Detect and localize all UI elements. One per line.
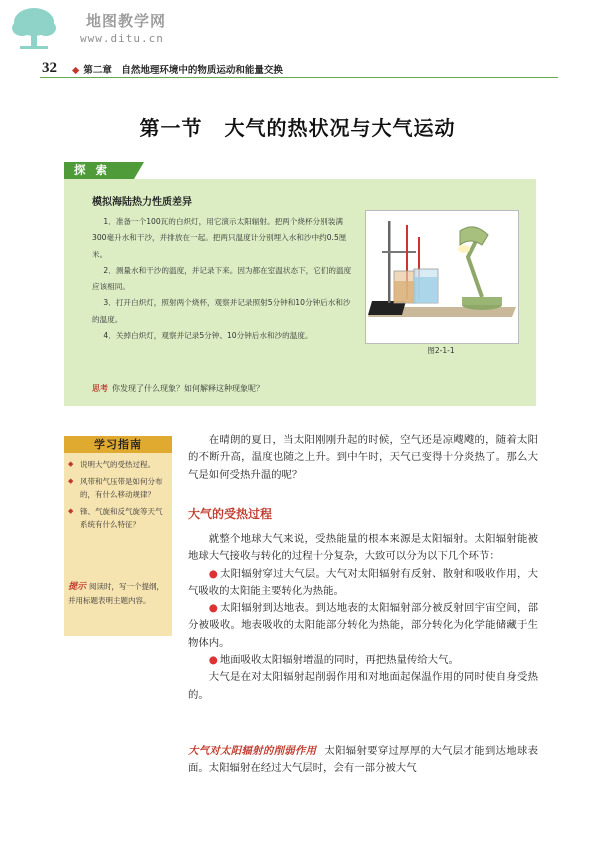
bullet-item: ● 太阳辐射穿过大气层。大气对太阳辐射有反射、散射和吸收作用，大气吸收的太阳能主要转化为热能。 xyxy=(188,567,538,597)
body-text xyxy=(188,531,538,704)
intro-paragraph: 在晴朗的夏日，当太阳刚刚升起的时候，空气还是凉飕飕的，随着太阳的不断升高，温度也随之上升。到中午时，天气已变得十分炎热了。那么大气是如何受热升温的呢？ xyxy=(188,434,538,481)
inline-heading: 大气对太阳辐射的削弱作用 xyxy=(188,745,317,757)
watermark-url: www.ditu.cn xyxy=(80,32,164,45)
section-number: 第一节 xyxy=(139,116,203,140)
chapter-header xyxy=(72,62,283,76)
think-label: 思考 xyxy=(92,384,108,393)
diamond-bullet-icon: ◆ xyxy=(68,460,74,468)
think-text: 你发现了什么现象？如何解释这种现象呢？ xyxy=(112,384,264,393)
guide-item: ◆ 说明大气的受热过程。 xyxy=(68,458,168,472)
explore-steps xyxy=(92,214,354,344)
watermark-name: 地图教学网 xyxy=(86,12,167,30)
tip-text: 阅读时，写一个提纲，并用标题表明主题内容。 xyxy=(68,582,165,605)
lab-setup-illustration xyxy=(366,211,518,343)
study-guide-list xyxy=(68,458,168,535)
explore-step: 3．打开白炽灯，照射两个烧杯，观察并记录照射5分钟和10分钟后水和沙的温度。 xyxy=(92,298,351,324)
figure-caption: 图2-1-1 xyxy=(427,346,455,355)
watermark-logo xyxy=(10,6,180,52)
explore-tab: 探 索 xyxy=(64,162,134,179)
explore-step: 4．关掉白炽灯，观察并记录5分钟、10分钟后水和沙的温度。 xyxy=(103,331,313,341)
section-title xyxy=(0,112,595,141)
section-name: 大气的热状况与大气运动 xyxy=(224,116,456,140)
bullet-dot-icon: ● xyxy=(208,602,219,615)
guide-item: ◆ 风带和气压带是如何分布的，有什么移动规律？ xyxy=(68,476,163,499)
explore-step: 1．准备一个100瓦的白炽灯，用它演示太阳辐射。把两个烧杯分别装满300毫升水和干沙，并排放在一起。把两只温度计分别埋入水和沙中约0.5厘米。 xyxy=(92,217,347,259)
subheading: 大气的受热过程 xyxy=(188,507,273,521)
paragraph: 就整个地球大气来说，受热能量的根本来源是太阳辐射。太阳辐射能被地球大气接收与转化的过程十分复杂，大致可以分为以下几个环节： xyxy=(188,533,538,563)
page-number: 32 xyxy=(42,60,57,76)
study-guide-title: 学习指南 xyxy=(64,436,172,453)
paragraph: 大气是在对太阳辐射起削弱作用和对地面起保温作用的同时使自身受热的。 xyxy=(188,671,538,701)
diamond-bullet-icon: ◆ xyxy=(68,506,74,515)
tip-label: 提示 xyxy=(68,582,87,592)
diamond-icon: ◆ xyxy=(72,65,80,76)
explore-title: 模拟海陆热力性质差异 xyxy=(92,197,192,208)
diamond-bullet-icon: ◆ xyxy=(68,476,74,485)
think-question xyxy=(92,383,264,394)
study-guide-tip xyxy=(68,580,168,607)
attenuation-paragraph: 大气对太阳辐射的削弱作用 太阳辐射要穿过厚厚的大气层才能到达地球表面。太阳辐射在经过大气层时，会有一部分被大气 xyxy=(188,745,539,775)
bullet-item: ● 太阳辐射到达地表。到达地表的太阳辐射部分被反射回宇宙空间，部分被吸收。地表吸收的太阳能部分转化为热能，部分转化为化学能储藏于生物体内。 xyxy=(188,602,538,649)
tree-logo-icon xyxy=(10,6,60,52)
bullet-item: ● 地面吸收太阳辐射增温的同时，再把热量传给大气。 xyxy=(208,654,459,667)
bullet-dot-icon: ● xyxy=(208,654,218,667)
experiment-figure xyxy=(365,210,519,344)
guide-item: ◆ 锋、气旋和反气旋等天气系统有什么特征？ xyxy=(68,506,163,529)
bullet-dot-icon: ● xyxy=(208,567,219,580)
explore-step: 2．测量水和干沙的温度，并记录下来。因为都在室温状态下，它们的温度应该相同。 xyxy=(92,265,352,292)
chapter-title: 第二章 自然地理环境中的物质运动和能量交换 xyxy=(83,65,283,76)
header-rule xyxy=(40,77,558,78)
